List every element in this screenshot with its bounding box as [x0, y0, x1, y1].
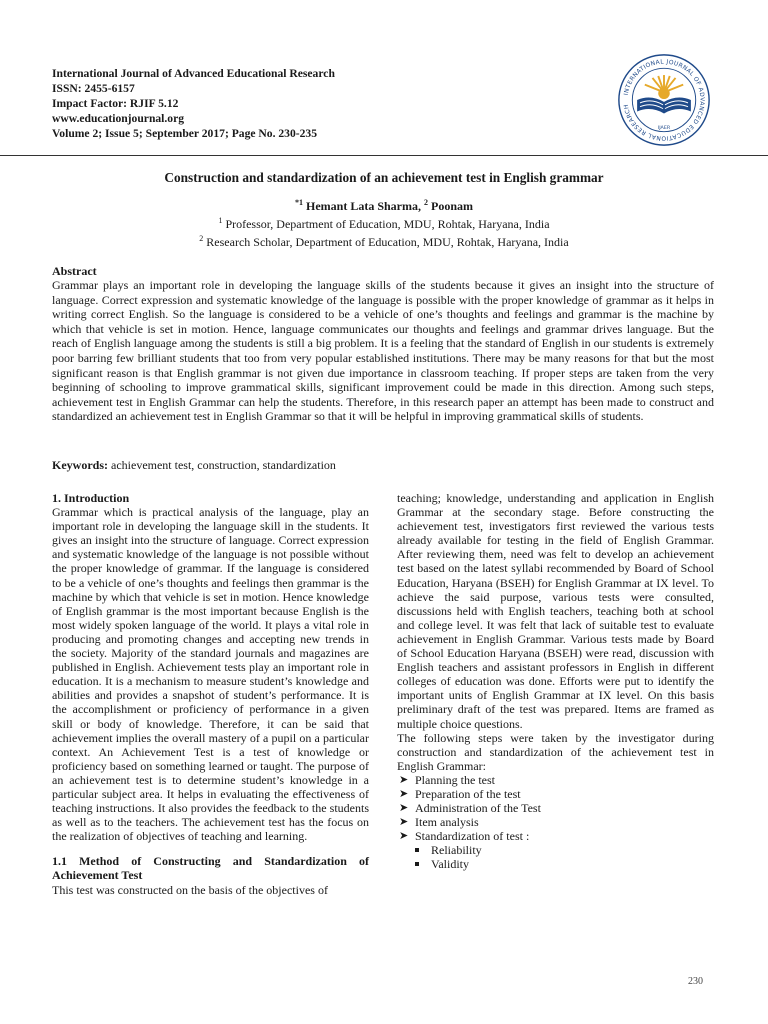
- author1-name: Hemant Lata Sharma,: [303, 199, 424, 213]
- section-heading-method: 1.1 Method of Constructing and Standardization of Achievement Test: [52, 854, 369, 883]
- affil1-text: Professor, Department of Education, MDU, Rohtak, Haryana, India: [222, 217, 550, 231]
- keywords-text: achievement test, construction, standardization: [108, 458, 336, 472]
- issn: ISSN: 2455-6157: [52, 82, 135, 95]
- keywords-label: Keywords:: [52, 458, 108, 472]
- arrow-bullet-icon: ➤: [399, 787, 409, 800]
- method-text: This test was constructed on the basis of the objectives of: [52, 882, 328, 897]
- affil1-marker: 1: [218, 216, 223, 225]
- journal-header: [52, 66, 472, 141]
- sub-steps-list: [397, 843, 714, 871]
- list-item: ➤ Administration of the Test: [399, 801, 541, 816]
- article-title: Construction and standardization of an achievement test in English grammar: [164, 170, 604, 185]
- list-item: ➤ Planning the test: [399, 772, 495, 787]
- journal-website: www.educationjournal.org: [52, 112, 185, 125]
- page-number: 230: [688, 976, 703, 987]
- right-paragraph-2: The following steps were taken by the investigator during construction and standardization of the achievement test in English Grammar:: [397, 730, 714, 773]
- arrow-bullet-icon: ➤: [399, 816, 409, 829]
- affil2-text: Research Scholar, Department of Education, MDU, Rohtak, Haryana, India: [203, 235, 569, 249]
- logo-abbr: IJAER: [657, 125, 671, 131]
- steps-list: [397, 773, 714, 843]
- list-item: Validity: [413, 857, 714, 871]
- abstract-heading: Abstract: [52, 264, 97, 278]
- list-item: Reliability: [413, 843, 714, 857]
- keywords-line: [52, 458, 714, 473]
- right-paragraph-1: teaching; knowledge, understanding and application in English Grammar at the secondary stage. Before constructing the achievement test, investigators first reviewed the various tests already available for testing in the field of English Grammar. After reviewing them, need was felt to develop an achievement test based on the latest syllabi recommended by Board of School Education, Haryana (BSEH) for English Grammar at IX level. To achieve the said purpose, various tests were consulted, discussions held with English teachers, teaching both at school and college level. It was felt that lack of suitable test to evaluate achievement in English Grammar. Various tests made by Board of School Education Haryana (BSEH) were read, discussion with English teachers and assistant professors in English in different colleges of education was done. Efforts were put to identify the important units of English Grammar at IX level. On this basis preliminary draft of the test was prepared. Items are framed as multiple choice questions.: [397, 491, 714, 731]
- arrow-bullet-icon: ➤: [399, 773, 409, 786]
- logo-ring-text: INTERNATIONAL JOURNAL OF ADVANCED EDUCATIONAL RESEARCH: [622, 58, 706, 142]
- section-heading-introduction: 1. Introduction: [52, 491, 130, 505]
- abstract-text: Grammar plays an important role in developing the language skills of the students because it gives an insight into the structure of language. Correct expression and systematic knowledge of the language is possible with the proper knowledge of grammar as it helps in writing correct English. So the language is considered to be a vehicle of one’s thoughts and feelings and grammar is the machine by which that vehicle is set in motion. Hence, language communicates our thoughts and feelings and grammar drives language. But the reach of English language among the students is still a big problem. It is a feeling that the standard of English in our students is extremely poor barring few brilliant students that too from very popular established institutions. There may be many reasons for that but the most significant reason is that English grammar is not given due importance in classroom teaching. If proper steps are taken from the very beginning of schooling to improve grammatical skills, significant improvement could be made in this direction. Among such steps, achievement test in English Grammar can help the students. Therefore, in this research paper an attempt has been made to construct and standardized an achievement test in English Grammar so that it will be helpful in improving grammatical skills of students.: [52, 278, 714, 424]
- author1-marker: *1: [295, 198, 303, 207]
- arrow-bullet-icon: ➤: [399, 830, 409, 843]
- author2-marker: 2: [424, 198, 428, 207]
- introduction-text: Grammar which is practical analysis of the language, play an important role in developing the language skill in the students. It gives an insight into the structure of language. Correct expression and systematic knowledge of the language is not possible without the proper knowledge of grammar. If the language is considered to be a vehicle of one’s thoughts and feelings then grammar is the machine by which that vehicle is set in motion. Hence knowledge of English grammar is the most important because English is the most widely spoken language of the world. It plays a vital role in producing and promoting changes and accepting new trends in the society. Majority of the standard journals and magazines are published in English. Achievement tests play an important role in education. It is a mechanism to measure student’s knowledge and abilities and provides a snapshot of student’s performance. It is the accomplishment or proficiency of performance in a given skill or body of knowledge. Therefore, it can be said that achievement implies the overall mastery of a pupil on a particular context. An Achievement Test is a test of knowledge or proficiency based on something learned or taught. The purpose of an achievement test is to determine student’s knowledge in a particular subject area. It helps in evaluating the effectiveness of teaching instructions. It also provides the feedback to the students as well as to the teachers. The achievement test has the focus on the realization of objectives of teaching and learning.: [52, 505, 369, 844]
- book-icon: [637, 98, 691, 114]
- authors-line: [0, 198, 768, 214]
- impact-factor: Impact Factor: RJIF 5.12: [52, 97, 179, 110]
- journal-name: International Journal of Advanced Educational Research: [52, 67, 335, 80]
- list-item: ➤ Preparation of the test: [399, 786, 521, 801]
- journal-logo: [616, 52, 712, 148]
- volume-info: Volume 2; Issue 5; September 2017; Page No. 230-235: [52, 127, 318, 140]
- right-column: [397, 491, 714, 872]
- list-item: ➤ Item analysis: [399, 815, 479, 830]
- header-rule: [0, 155, 768, 156]
- square-bullet-icon: [415, 862, 419, 866]
- affiliation-1: [0, 216, 768, 232]
- square-bullet-icon: [415, 848, 419, 852]
- affiliation-2: [0, 234, 768, 250]
- list-item: ➤ Standardization of test :: [399, 829, 530, 844]
- affil2-marker: 2: [199, 234, 204, 243]
- left-column: [52, 491, 369, 897]
- author2-name: Poonam: [428, 199, 473, 213]
- arrow-bullet-icon: ➤: [399, 802, 409, 815]
